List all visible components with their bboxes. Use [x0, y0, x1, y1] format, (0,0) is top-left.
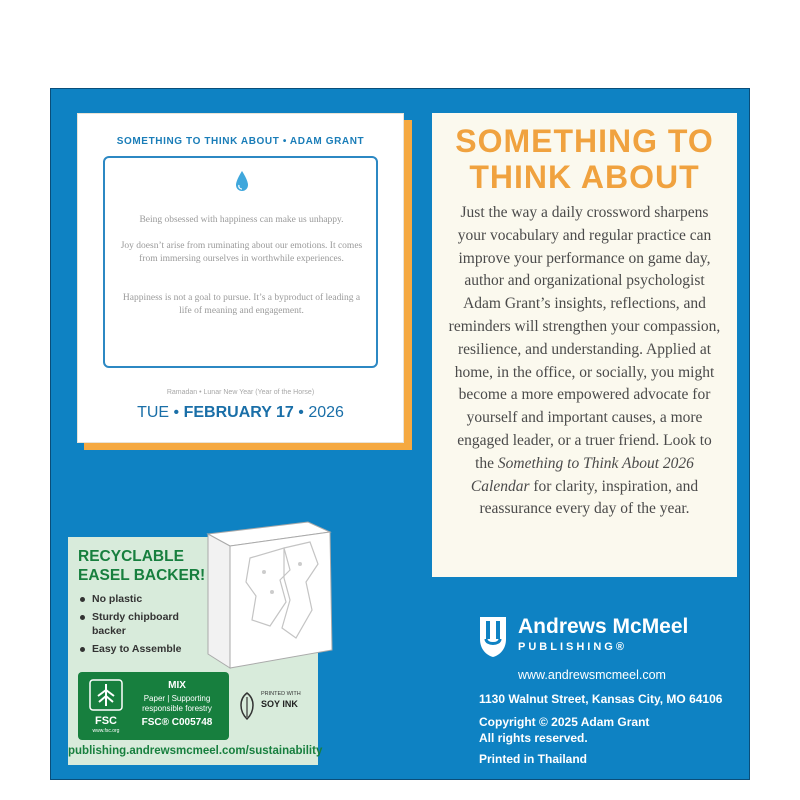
fsc-label [78, 672, 229, 740]
soy-ink-badge [235, 687, 313, 727]
fsc-logo-url: www.fsc.org [92, 728, 120, 734]
andrews-mcmeel-logo-icon [478, 615, 508, 659]
calendar-date [78, 404, 403, 422]
water-drop-icon [234, 170, 250, 194]
card-body [446, 202, 723, 521]
fsc-code: FSC® C005748 [141, 717, 213, 728]
feature-list [78, 592, 208, 659]
publisher-address: 1130 Walnut Street, Kansas City, MO 64106 [479, 692, 723, 706]
quote-frame [103, 156, 378, 368]
quote-line: Being obsessed with happiness can make us unhappy. [139, 215, 344, 225]
publisher-url[interactable]: www.andrewsmcmeel.com [518, 668, 666, 682]
description-card [432, 113, 737, 577]
holiday-note: Ramadan • Lunar New Year (Year of the Horse) [166, 389, 315, 396]
body-text: Just the way a daily crossword sharpens your vocabulary and regular practice can improve your performance on game day, author and organizational psychologist Adam Grant’s insights, reflections, and reminders will strengthen your compassion, resilience, and understanding. Applied at home, in the office, or socially, you might become a more empowered advocate for yourself and important causes, a more engaged leader, or a truer friend. Look to the [448, 204, 721, 472]
sustainability-link[interactable]: publishing.andrewsmcmeel.com/sustainability [68, 745, 323, 757]
body-italic: Something to Think About 2026 Calendar [470, 454, 694, 495]
fsc-mix: MIX [168, 680, 186, 691]
card-title-line: THINK ABOUT [469, 159, 700, 195]
fsc-tree-logo-icon [86, 678, 126, 734]
soy-leaf-icon [235, 691, 259, 721]
fsc-logo-text: FSC [95, 715, 117, 727]
weekday: TUE [137, 404, 170, 421]
rights: All rights reserved. [479, 731, 588, 745]
calendar-header: SOMETHING TO THINK ABOUT • ADAM GRANT [116, 136, 365, 147]
copyright: Copyright © 2025 Adam Grant [479, 715, 650, 729]
list-item: Sturdy chipboard backer [78, 610, 208, 639]
card-title-line: SOMETHING TO [455, 123, 714, 159]
year: 2026 [308, 404, 344, 421]
publisher-name: Andrews McMeel [518, 615, 689, 638]
quote-line: Joy doesn’t arise from ruminating about our emotions. It comes from immersing ourselves in worthwhile experiences. [120, 241, 363, 264]
printed-in: Printed in Thailand [479, 752, 588, 766]
list-item: Easy to Assemble [78, 642, 208, 657]
soy-ink-main: SOY INK [261, 699, 298, 709]
month-day: FEBRUARY 17 [183, 404, 294, 421]
card-title [432, 123, 737, 195]
recyclable-title-line: EASEL BACKER! [78, 567, 206, 584]
copyright-block [479, 714, 649, 746]
calendar-page [77, 113, 404, 443]
easel-backer-illustration [200, 520, 400, 670]
recyclable-title [78, 547, 205, 585]
quote-line: Happiness is not a goal to pursue. It’s a byproduct of leading a life of meaning and engagement. [122, 293, 361, 316]
date-separator: • [173, 404, 180, 421]
date-separator: • [298, 404, 304, 421]
recyclable-title-line: RECYCLABLE [78, 548, 184, 565]
body-text: for clarity, inspiration, and reassurance every day of the year. [479, 477, 699, 518]
publisher-sub: PUBLISHING® [518, 641, 627, 653]
fsc-description: Paper | Supporting responsible forestry [142, 694, 212, 713]
list-item: No plastic [78, 592, 208, 607]
soy-ink-top: PRINTED WITH [261, 691, 301, 697]
